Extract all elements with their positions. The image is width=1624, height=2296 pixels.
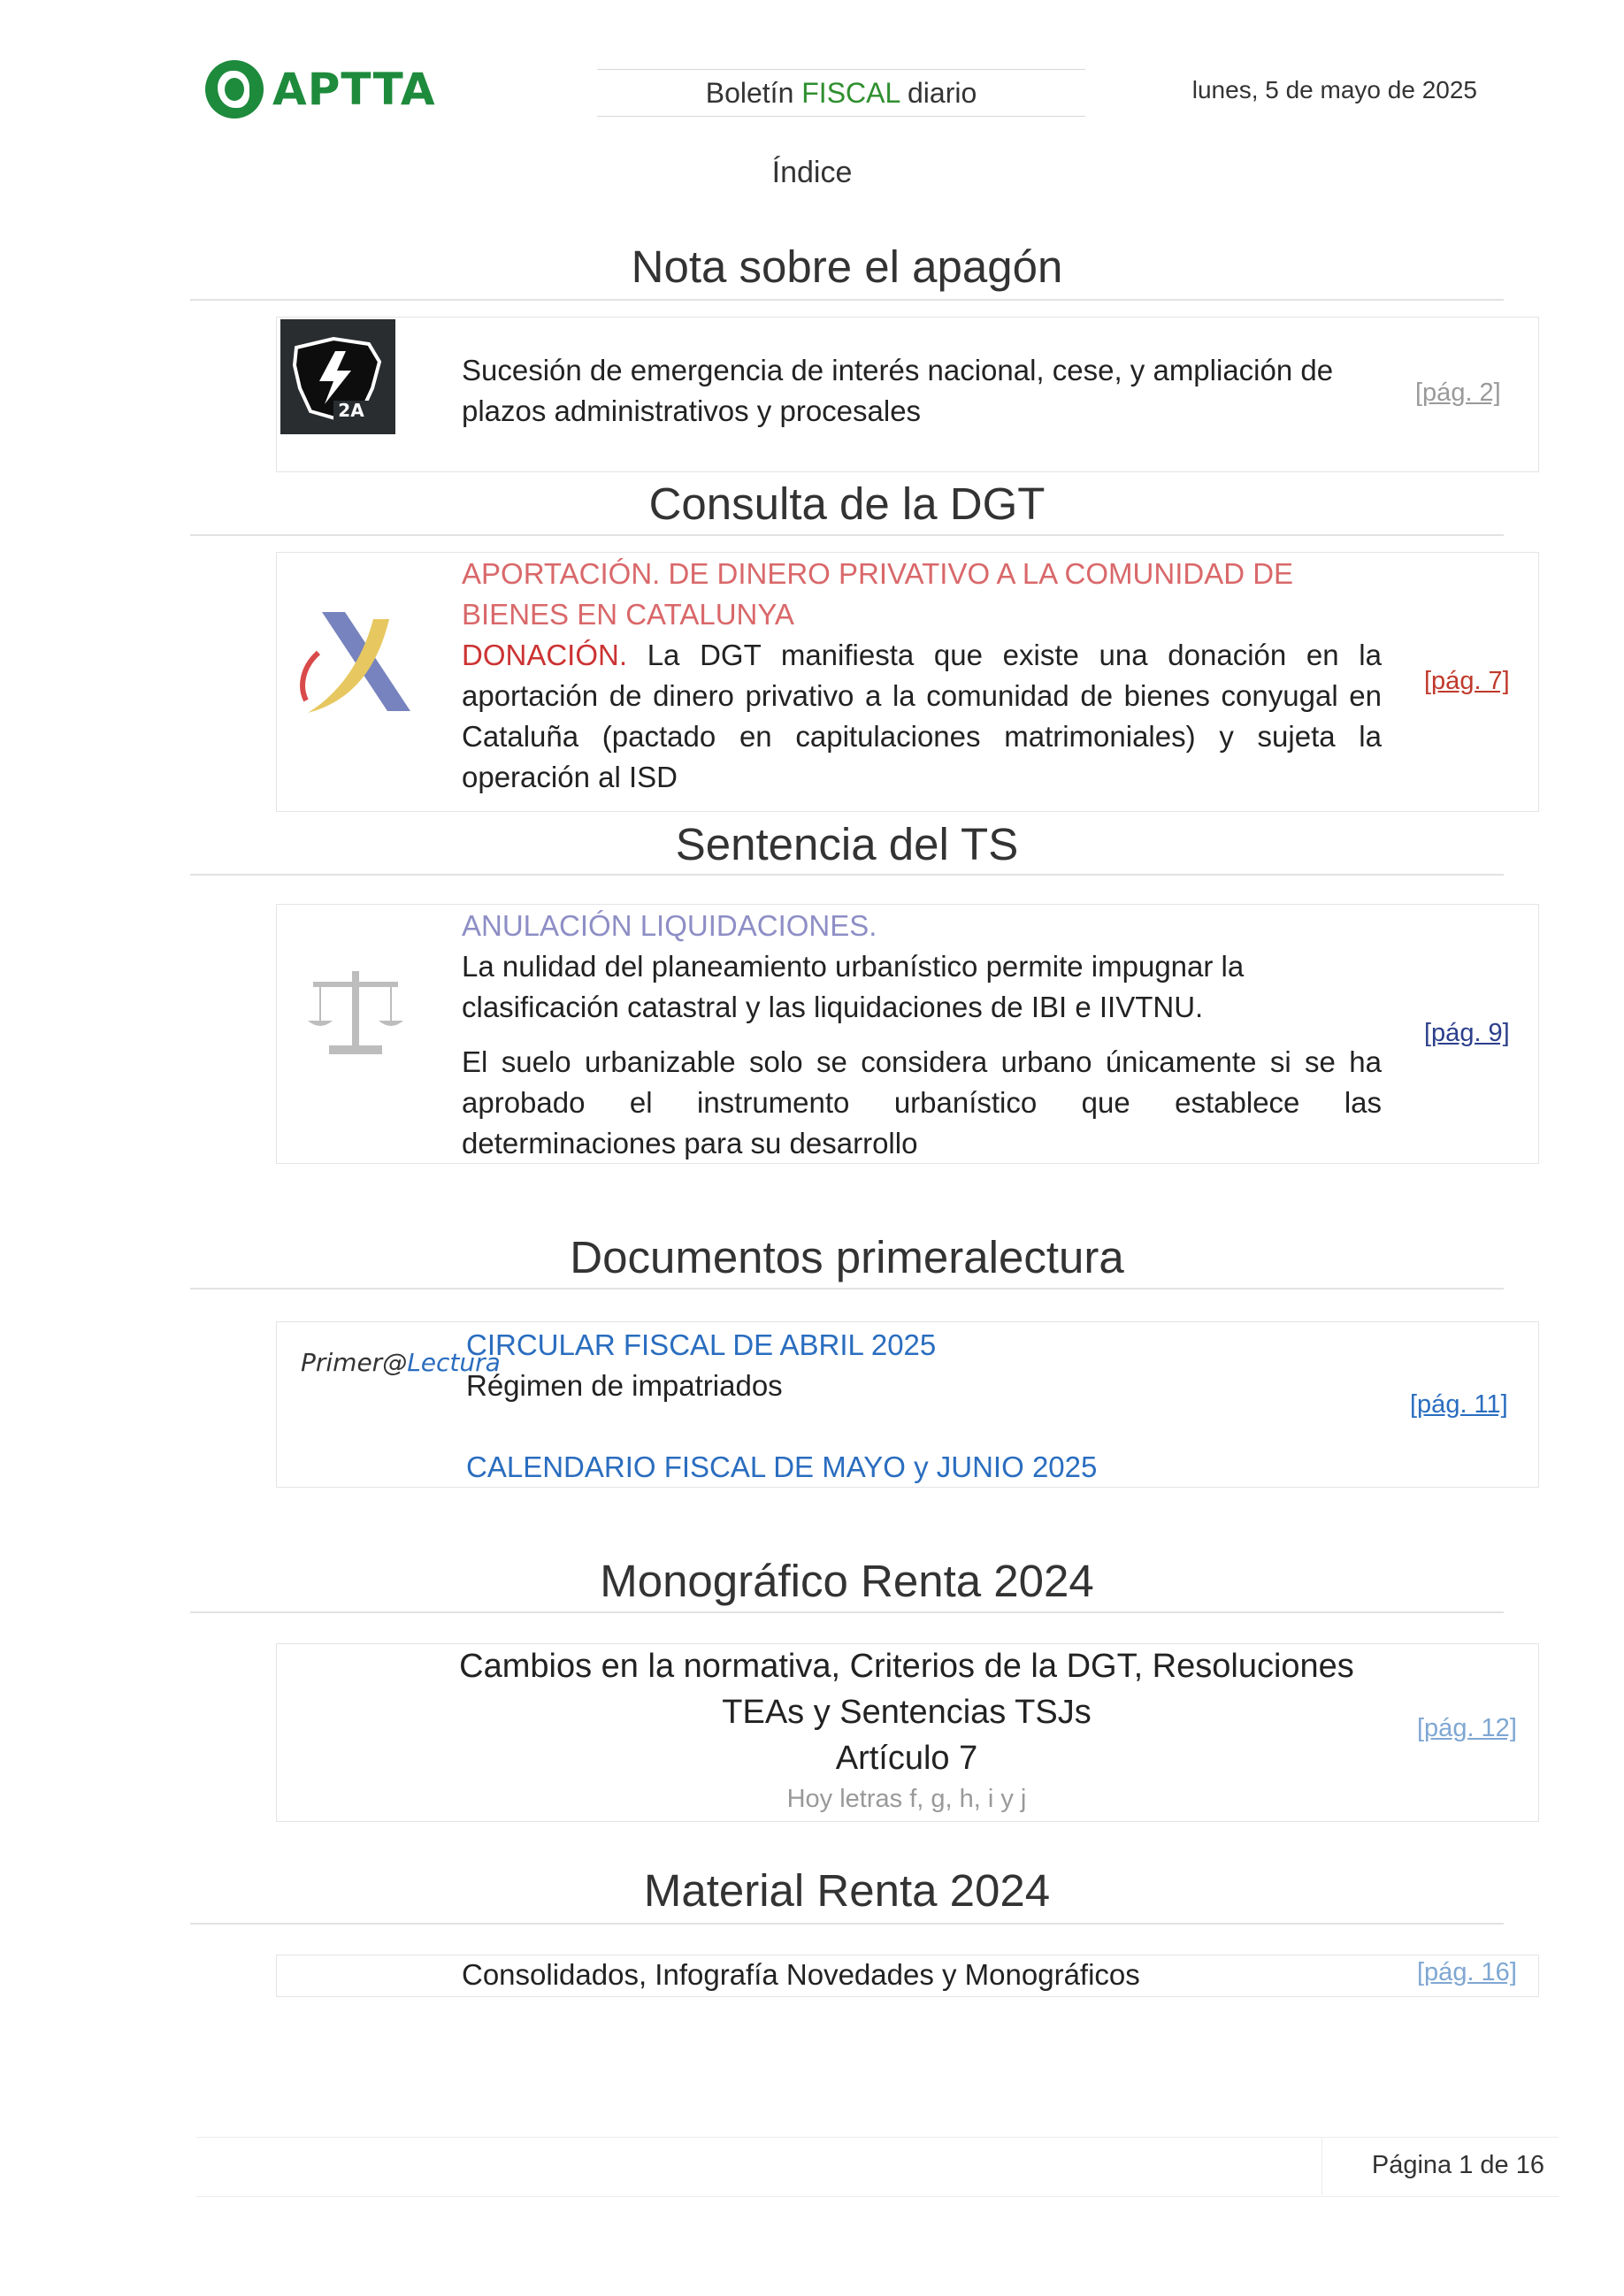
doc-circular-subtitle: Régimen de impatriados (466, 1369, 783, 1402)
section-title-primera: Documentos primeralectura (570, 1232, 1124, 1282)
aptta-emblem-icon (205, 60, 264, 119)
entry-mono-text: Cambios en la normativa, Criterios de la DGT, Resoluciones TEAs y Sentencias TSJs Artículo 7 Hoy letras f, g, h, i y j (459, 1648, 1354, 1813)
section-title-ts: Sentencia del TS (675, 819, 1019, 869)
section-divider (190, 1611, 1504, 1613)
bulletin-title: Boletín FISCAL diario (597, 69, 1085, 117)
entry-ts-text1: La nulidad del planeamiento urbanístico permite impugnar la clasificación catastral y las liquidaciones de IBI e IIVTNU. (462, 950, 1245, 1023)
footer-divider (1321, 2137, 1322, 2195)
doc-circular-link[interactable]: CIRCULAR FISCAL DE ABRIL 2025 (466, 1328, 937, 1361)
page-ref-link[interactable]: [pág. 9] (1424, 1019, 1510, 1047)
logo-text: APTTA (272, 64, 436, 115)
aptta-logo (205, 58, 453, 120)
scales-of-justice-icon (303, 964, 409, 1061)
entry-ts-text2: El suelo urbanizable solo se considera urbano únicamente si se ha aprobado el instrumento urbanístico que establece las determinaciones para su desarrollo (462, 1045, 1382, 1159)
section-divider (190, 1288, 1504, 1290)
page-ref-link[interactable]: [pág. 11] (1410, 1390, 1508, 1419)
page-ref-link[interactable]: [pág. 12] (1417, 1714, 1517, 1742)
svg-text:2A: 2A (338, 400, 364, 421)
tax-agency-logo-icon (294, 601, 426, 725)
section-title-mono: Monográfico Renta 2024 (600, 1556, 1094, 1606)
page-ref-link[interactable]: [pág. 16] (1417, 1958, 1517, 1986)
doc-calendar-link[interactable]: CALENDARIO FISCAL DE MAYO y JUNIO 2025 (466, 1450, 1098, 1483)
section-divider (190, 1923, 1504, 1925)
primeralectura-logo: Primer@Lectura (301, 1348, 501, 1377)
section-title-apagon: Nota sobre el apagón (631, 241, 1063, 292)
page-ref-link[interactable]: [pág. 2] (1415, 379, 1501, 407)
page-number: Página 1 de 16 (1371, 2151, 1544, 2179)
power-outage-icon (280, 319, 395, 434)
issue-date: lunes, 5 de mayo de 2025 (1191, 76, 1477, 103)
section-divider (190, 299, 1504, 301)
page-ref-link[interactable]: [pág. 7] (1424, 667, 1510, 695)
section-title-dgt: Consulta de la DGT (648, 478, 1046, 529)
entry-apagon-text: Sucesión de emergencia de interés nacional, cese, y ampliación de plazos administrativos y procesales (462, 354, 1334, 427)
index-title: Índice (771, 156, 853, 189)
entry-material-text: Consolidados, Infografía Novedades y Monográficos (462, 1958, 1140, 1991)
entry-dgt-text: DONACIÓN. La DGT manifiesta que existe una donación en la aportación de dinero privativo a la comunidad de bienes conyugal en Cataluña (pactado en capitulaciones matrimoniales) y sujeta la operación al ISD (462, 639, 1382, 793)
section-divider (190, 534, 1504, 536)
entry-ts-heading: ANULACIÓN LIQUIDACIONES. (462, 909, 877, 942)
section-divider (190, 874, 1504, 876)
section-title-material: Material Renta 2024 (643, 1865, 1051, 1916)
entry-dgt-heading: APORTACIÓN. DE DINERO PRIVATIVO A LA COMUNIDAD DE BIENES EN CATALUNYA (462, 557, 1294, 631)
